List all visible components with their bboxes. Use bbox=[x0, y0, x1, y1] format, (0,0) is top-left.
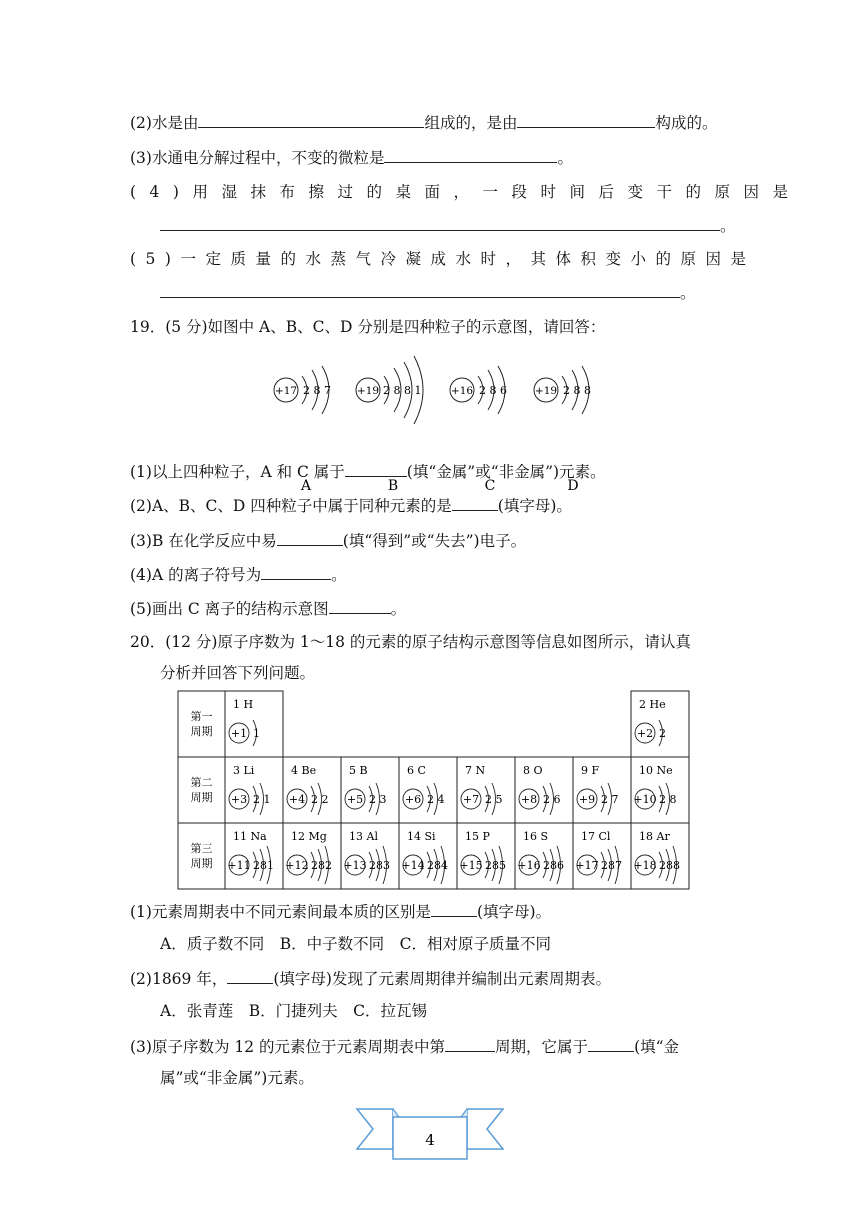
answer-blank[interactable] bbox=[452, 494, 498, 511]
electron-config: 282 bbox=[311, 859, 332, 872]
nucleus-charge: +10 bbox=[633, 793, 657, 806]
electron-config: 2 3 bbox=[369, 793, 387, 806]
svg-text:+19: +19 bbox=[356, 385, 380, 397]
element-number-symbol: 18 Ar bbox=[639, 830, 670, 843]
element-number-symbol: 4 Be bbox=[291, 764, 317, 777]
period-label: 第三 bbox=[190, 842, 213, 855]
nucleus-charge: +16 bbox=[517, 859, 541, 872]
element-number-symbol: 17 Cl bbox=[581, 830, 611, 843]
svg-text:D: D bbox=[567, 478, 579, 494]
element-cell-na bbox=[225, 823, 283, 889]
electron-config: 284 bbox=[427, 859, 448, 872]
electron-config: 2 1 bbox=[253, 793, 271, 806]
element-cell-p bbox=[457, 823, 515, 889]
q20-part1-options: A．质子数不同 B．中子数不同 C．相对原子质量不同 bbox=[160, 935, 551, 953]
element-cell-s bbox=[515, 823, 573, 889]
periodic-table bbox=[177, 690, 685, 892]
period-label: 第二 bbox=[190, 776, 213, 789]
element-cell-si bbox=[399, 823, 457, 889]
q19-part3: (3)B 在化学反应中易 (填“得到”或“失去”)电子。 bbox=[130, 529, 526, 552]
element-cell-n bbox=[457, 757, 515, 823]
nucleus-charge: +8 bbox=[520, 793, 538, 806]
q18-part2: (2)水是由 组成的，是由 构成的。 bbox=[130, 111, 718, 134]
svg-text:2 8 6: 2 8 6 bbox=[479, 384, 507, 397]
nucleus-charge: +3 bbox=[230, 793, 248, 806]
period-label: 周期 bbox=[190, 791, 213, 804]
element-number-symbol: 10 Ne bbox=[639, 764, 673, 777]
q19-part4: (4)A 的离子符号为 。 bbox=[130, 563, 347, 586]
element-cell-li bbox=[225, 757, 283, 823]
period-cell bbox=[178, 823, 225, 889]
nucleus-charge: +12 bbox=[285, 859, 309, 872]
period-cell bbox=[178, 757, 225, 823]
q18-part5-answer: 。 bbox=[160, 281, 696, 304]
nucleus-charge: +2 bbox=[636, 727, 654, 740]
answer-blank[interactable] bbox=[160, 214, 720, 231]
answer-blank[interactable] bbox=[345, 460, 407, 477]
nucleus-charge: +1 bbox=[230, 727, 248, 740]
element-cell-h bbox=[225, 691, 283, 757]
period-label: 周期 bbox=[190, 725, 213, 738]
answer-blank[interactable] bbox=[160, 281, 680, 298]
svg-text:2 8 8: 2 8 8 bbox=[563, 384, 591, 397]
svg-text:+16: +16 bbox=[450, 385, 474, 397]
element-number-symbol: 12 Mg bbox=[291, 830, 327, 843]
electron-config: 2 8 bbox=[659, 793, 677, 806]
element-cell-o bbox=[515, 757, 573, 823]
nucleus-charge: +6 bbox=[404, 793, 422, 806]
electron-config: 287 bbox=[601, 859, 622, 872]
q20-part3: (3)原子序数为 12 的元素位于元素周期表中第 周期，它属于 (填“金 bbox=[130, 1035, 679, 1058]
q18-part4: (4)用湿抹布擦过的桌面，一段时间后变干的原因是 bbox=[130, 183, 802, 201]
answer-blank[interactable] bbox=[261, 563, 331, 580]
element-number-symbol: 6 C bbox=[407, 764, 426, 777]
electron-config: 286 bbox=[543, 859, 564, 872]
q19-part2: (2)A、B、C、D 四种粒子中属于同种元素的是 (填字母)。 bbox=[130, 494, 572, 517]
electron-config: 281 bbox=[253, 859, 274, 872]
electron-config: 1 bbox=[253, 727, 260, 740]
q20-part2: (2)1869 年， (填字母)发现了元素周期律并编制出元素周期表。 bbox=[130, 967, 611, 990]
electron-config: 2 2 bbox=[311, 793, 329, 806]
element-cell-al bbox=[341, 823, 399, 889]
q18-part4-answer: 。 bbox=[160, 214, 736, 237]
svg-text:+19: +19 bbox=[534, 385, 558, 397]
electron-config: 2 bbox=[659, 727, 666, 740]
element-number-symbol: 3 Li bbox=[233, 764, 255, 777]
element-number-symbol: 8 O bbox=[523, 764, 543, 777]
electron-config: 2 4 bbox=[427, 793, 445, 806]
q20-part3-cont: 属”或“非金属”)元素。 bbox=[160, 1069, 314, 1087]
element-number-symbol: 15 P bbox=[465, 830, 490, 843]
nucleus-charge: +13 bbox=[343, 859, 367, 872]
element-cell-ne bbox=[631, 757, 689, 823]
svg-text:C: C bbox=[484, 478, 496, 494]
nucleus-charge: +9 bbox=[578, 793, 596, 806]
answer-blank[interactable] bbox=[588, 1035, 634, 1052]
electron-config: 283 bbox=[369, 859, 390, 872]
answer-blank[interactable] bbox=[329, 597, 391, 614]
answer-blank[interactable] bbox=[384, 146, 557, 163]
q20-stem-line2: 分析并回答下列问题。 bbox=[160, 664, 316, 682]
nucleus-charge: +17 bbox=[575, 859, 599, 872]
svg-text:A: A bbox=[300, 478, 312, 494]
nucleus-charge: +18 bbox=[633, 859, 657, 872]
q19-part5: (5)画出 C 离子的结构示意图 。 bbox=[130, 597, 406, 620]
element-cell-c bbox=[399, 757, 457, 823]
element-cell-he bbox=[631, 691, 689, 757]
period-cell bbox=[178, 691, 225, 757]
electron-config: 285 bbox=[485, 859, 506, 872]
period-label: 周期 bbox=[190, 857, 213, 870]
element-number-symbol: 14 Si bbox=[407, 830, 436, 843]
nucleus-charge: +14 bbox=[401, 859, 425, 872]
element-number-symbol: 2 He bbox=[639, 698, 666, 711]
answer-blank[interactable] bbox=[277, 529, 343, 546]
period-label: 第一 bbox=[190, 710, 213, 723]
element-number-symbol: 11 Na bbox=[233, 830, 267, 843]
element-cell-ar bbox=[631, 823, 689, 889]
element-number-symbol: 13 Al bbox=[349, 830, 378, 843]
svg-text:+17: +17 bbox=[274, 385, 298, 397]
q20-part1: (1)元素周期表中不同元素间最本质的区别是 (填字母)。 bbox=[130, 900, 551, 923]
element-cell-mg bbox=[283, 823, 341, 889]
q20-stem-line1: 20．(12 分)原子序数为 1～18 的元素的原子结构示意图等信息如图所示，请认真 bbox=[130, 633, 691, 651]
answer-blank[interactable] bbox=[517, 111, 655, 128]
nucleus-charge: +5 bbox=[346, 793, 364, 806]
svg-text:B: B bbox=[387, 478, 399, 494]
element-number-symbol: 7 N bbox=[465, 764, 486, 777]
q19-part1: (1)以上四种粒子，A 和 C 属于 (填“金属”或“非金属”)元素。 bbox=[130, 460, 606, 483]
element-number-symbol: 5 B bbox=[349, 764, 368, 777]
q20-part2-options: A．张青莲 B．门捷列夫 C．拉瓦锡 bbox=[160, 1002, 427, 1020]
electron-config: 2 7 bbox=[601, 793, 619, 806]
answer-blank[interactable] bbox=[431, 900, 477, 917]
electron-config: 288 bbox=[659, 859, 680, 872]
element-number-symbol: 16 S bbox=[523, 830, 549, 843]
electron-config: 2 6 bbox=[543, 793, 561, 806]
element-cell-f bbox=[573, 757, 631, 823]
nucleus-charge: +7 bbox=[462, 793, 480, 806]
page-number-ribbon bbox=[355, 1103, 505, 1165]
element-cell-b bbox=[341, 757, 399, 823]
q19-stem: 19．(5 分)如图中 A、B、C、D 分别是四种粒子的示意图，请回答： bbox=[130, 318, 606, 336]
element-cell-be bbox=[283, 757, 341, 823]
element-number-symbol: 1 H bbox=[233, 698, 254, 711]
q18-part3: (3)水通电分解过程中，不变的微粒是 。 bbox=[130, 146, 573, 169]
element-cell-cl bbox=[573, 823, 631, 889]
answer-blank[interactable] bbox=[445, 1035, 495, 1052]
answer-blank[interactable] bbox=[198, 111, 424, 128]
svg-text:2 8 7: 2 8 7 bbox=[303, 384, 331, 397]
answer-blank[interactable] bbox=[227, 967, 273, 984]
q18-part5: (5)一定质量的水蒸气冷凝成水时，其体积变小的原因是 bbox=[130, 250, 756, 268]
electron-config: 2 5 bbox=[485, 793, 503, 806]
element-number-symbol: 9 F bbox=[581, 764, 600, 777]
svg-text:2 8 8 1: 2 8 8 1 bbox=[383, 384, 422, 397]
nucleus-charge: +11 bbox=[227, 859, 251, 872]
nucleus-charge: +4 bbox=[288, 793, 306, 806]
nucleus-charge: +15 bbox=[459, 859, 483, 872]
page-number: 4 bbox=[425, 1131, 435, 1149]
